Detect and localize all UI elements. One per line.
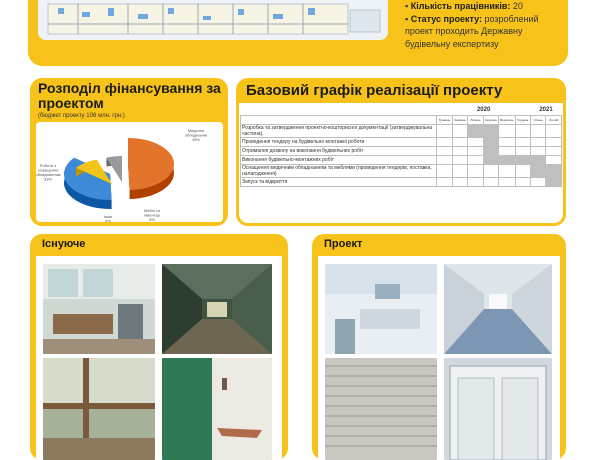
gantt-cell [546,146,562,155]
gantt-cell [499,146,515,155]
floorplan-rendering [38,0,388,40]
pie-slice-label: Роботи з оснащення обладнанням 33% [36,163,61,182]
gantt-cell [531,177,546,186]
gantt-cell [531,155,546,164]
finance-title: Розподіл фінансування за проектом [38,80,221,111]
gantt-cell [468,164,483,177]
photo-new-lab [325,264,437,354]
schedule-gantt-table [240,106,562,187]
gantt-cell [452,164,467,177]
gantt-cell [531,146,546,155]
gantt-cell [437,137,452,146]
gantt-cell [483,164,498,177]
gantt-row [241,146,562,155]
gantt-cell [499,164,515,177]
gantt-cell [531,164,546,177]
task-name: Проведення тендеру на будівельно монтажні роботи [241,137,437,146]
month-label: Січень [531,115,546,124]
gantt-cell [499,155,515,164]
task-name: Отримання дозволу на виконання будівельних робіт [241,146,437,155]
gantt-cell [468,146,483,155]
gantt-cell [483,155,498,164]
gantt-cell [483,124,498,137]
gantt-corner [241,106,437,115]
gantt-cell [531,137,546,146]
pie-slice-label: Меблі та інвентар 5% [143,208,161,222]
gantt-row [241,164,562,177]
finance-pie-chart [36,122,223,222]
task-name: Виконання будівельно-монтажних робіт [241,155,437,164]
gantt-cell [499,124,515,137]
month-label: Червень [452,115,467,124]
gantt-cell [452,124,467,137]
gantt-row [241,177,562,186]
gantt-cell [546,155,562,164]
gantt-cell [515,137,530,146]
gantt-cell [437,124,452,137]
project-title: Проект [324,238,363,250]
gantt-row [241,124,562,137]
month-label: Серпень [483,115,498,124]
workers-line: ▪ Кількість працівників: 20 [405,1,523,11]
gantt-header-blank [241,115,437,124]
gantt-cell [546,124,562,137]
schedule-title: Базовий графік реалізації проекту [246,82,503,99]
gantt-cell [515,146,530,155]
gantt-cell [452,155,467,164]
gantt-cell [452,177,467,186]
gantt-cell [546,164,562,177]
gantt-cell [515,164,530,177]
status-line: ▪ Статус проекту: розроблений проект проходить Державну будівельну експертизу [405,13,539,49]
gantt-cell [483,146,498,155]
month-label: Вересень [499,115,515,124]
pie-slice-label: Інше 8% [103,214,113,222]
existing-title: Існуюче [42,238,86,250]
month-label: Лютий [546,115,562,124]
photo-new-door [444,358,552,460]
month-label: Грудень [515,115,530,124]
finance-subtitle: (бюджет проекту 106 млн. грн.) [38,113,125,119]
photo-old-corridor [162,264,272,354]
photo-old-door [162,358,272,460]
gantt-cell [437,177,452,186]
gantt-cell [515,124,530,137]
month-label: Травень [437,115,452,124]
photo-new-blinds [325,358,437,460]
gantt-cell [437,146,452,155]
gantt-cell [468,155,483,164]
photo-old-window [43,358,155,460]
gantt-cell [515,177,530,186]
gantt-row [241,155,562,164]
month-label: Липень [468,115,483,124]
project-info [405,0,565,50]
task-name: Розробка та затвердження проектно-кошторисної документації (затверджувальна частина). [241,124,437,137]
photo-old-lab [43,264,155,354]
gantt-row [241,137,562,146]
gantt-cell [531,124,546,137]
gantt-cell [483,137,498,146]
gantt-cell [499,137,515,146]
gantt-cell [483,177,498,186]
gantt-cell [468,177,483,186]
task-name: Запуск та відкриття [241,177,437,186]
gantt-cell [437,155,452,164]
gantt-cell [546,137,562,146]
gantt-cell [437,164,452,177]
gantt-cell [546,177,562,186]
task-name: Оснащення медичним обладнанням та меблями (проведення тендерів, поставка, налагодження) [241,164,437,177]
gantt-cell [468,124,483,137]
photo-new-corridor [444,264,552,354]
pie-slice-label: Медичне обладнання 45% [184,128,208,142]
gantt-cell [515,155,530,164]
year-label: 2020 [476,107,491,114]
gantt-cell [468,137,483,146]
year-label: 2021 [539,107,553,114]
gantt-cell [499,177,515,186]
gantt-cell [452,137,467,146]
gantt-cell [452,146,467,155]
